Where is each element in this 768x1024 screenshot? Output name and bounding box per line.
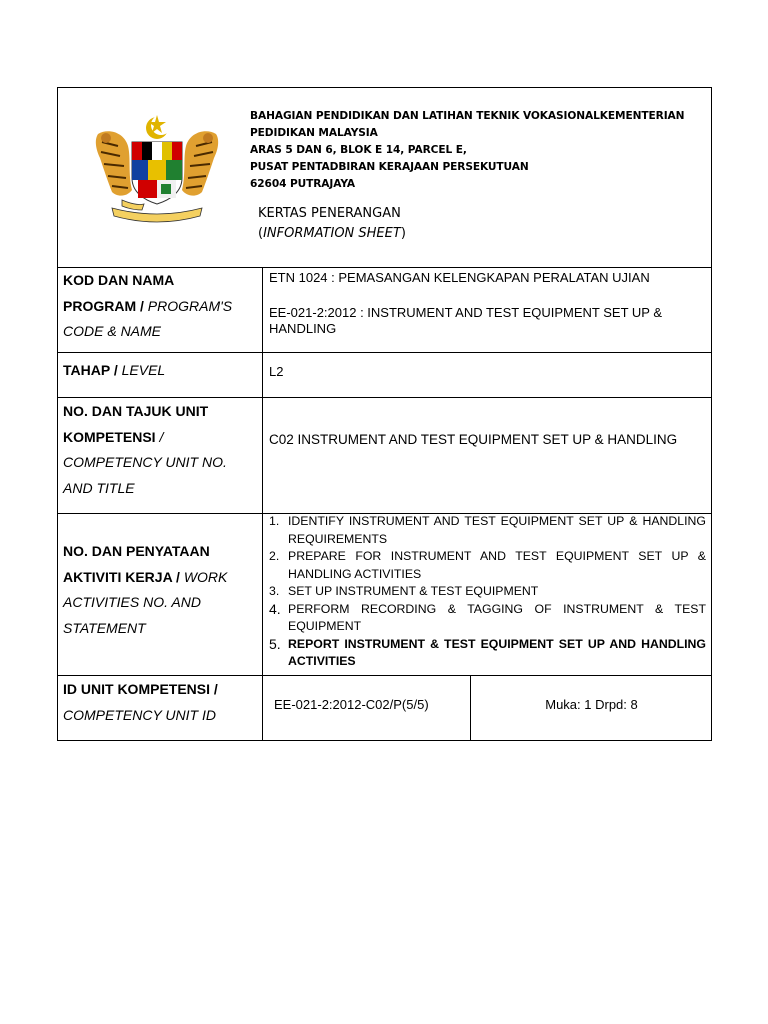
program-value [269, 270, 707, 337]
work-activities-list [269, 513, 706, 671]
document-subtitle: (INFORMATION SHEET) [258, 226, 406, 241]
activity-item: 3. SET UP INSTRUMENT & TEST EQUIPMENT [269, 584, 539, 598]
page-number: Muka: 1 Drpd: 8 [545, 697, 638, 712]
org-line: 62604 PUTRAJAYA [250, 178, 355, 190]
document-title: KERTAS PENERANGAN [258, 206, 401, 221]
org-line: PUSAT PENTADBIRAN KERAJAAN PERSEKUTUAN [250, 161, 529, 173]
column-divider [262, 267, 263, 741]
level-value: L2 [269, 364, 284, 379]
program-code-english: EE-021-2:2012 : INSTRUMENT AND TEST EQUIPMENT SET UP & HANDLING [269, 305, 663, 336]
program-code-malay: ETN 1024 : PEMASANGAN KELENGKAPAN PERALATAN UJIAN [269, 270, 650, 285]
row-divider [58, 675, 711, 676]
org-line: ARAS 5 DAN 6, BLOK E 14, PARCEL E, [250, 144, 467, 156]
organization-address [250, 108, 710, 193]
activity-item: 2. PREPARE FOR INSTRUMENT AND TEST EQUIPMENT SET UP & HANDLING ACTIVITIES [269, 549, 706, 581]
org-line: BAHAGIAN PENDIDIKAN DAN LATIHAN TEKNIK VOKASIONALKEMENTERIAN [250, 110, 685, 122]
document-title-block [258, 204, 558, 244]
program-label: KOD DAN NAMA PROGRAM / PROGRAM'S CODE & NAME [63, 272, 233, 339]
malaysia-coat-of-arms-logo [88, 112, 226, 227]
work-activities-label: NO. DAN PENYATAAN AKTIVITI KERJA / WORK ACTIVITIES NO. AND STATEMENT [63, 543, 228, 636]
competency-unit-value: C02 INSTRUMENT AND TEST EQUIPMENT SET UP & HANDLING [269, 432, 678, 447]
competency-unit-label: NO. DAN TAJUK UNIT KOMPETENSI / COMPETENCY UNIT NO. AND TITLE [63, 403, 227, 496]
row-divider [58, 397, 711, 398]
level-label: TAHAP / LEVEL [63, 362, 166, 378]
row-divider [58, 352, 711, 353]
activity-item: 1. IDENTIFY INSTRUMENT AND TEST EQUIPMENT SET UP & HANDLING REQUIREMENTS [269, 514, 706, 546]
information-sheet-table [57, 87, 712, 741]
org-line: PEDIDIKAN MALAYSIA [250, 127, 378, 139]
unit-id-value: EE-021-2:2012-C02/P(5/5) [274, 697, 429, 712]
activity-item: 5. REPORT INSTRUMENT & TEST EQUIPMENT SET UP AND HANDLING ACTIVITIES [269, 635, 706, 668]
activity-item: 4. PERFORM RECORDING & TAGGING OF INSTRUMENT & TEST EQUIPMENT [269, 600, 706, 633]
unit-id-label: ID UNIT KOMPETENSI / COMPETENCY UNIT ID [63, 681, 218, 723]
